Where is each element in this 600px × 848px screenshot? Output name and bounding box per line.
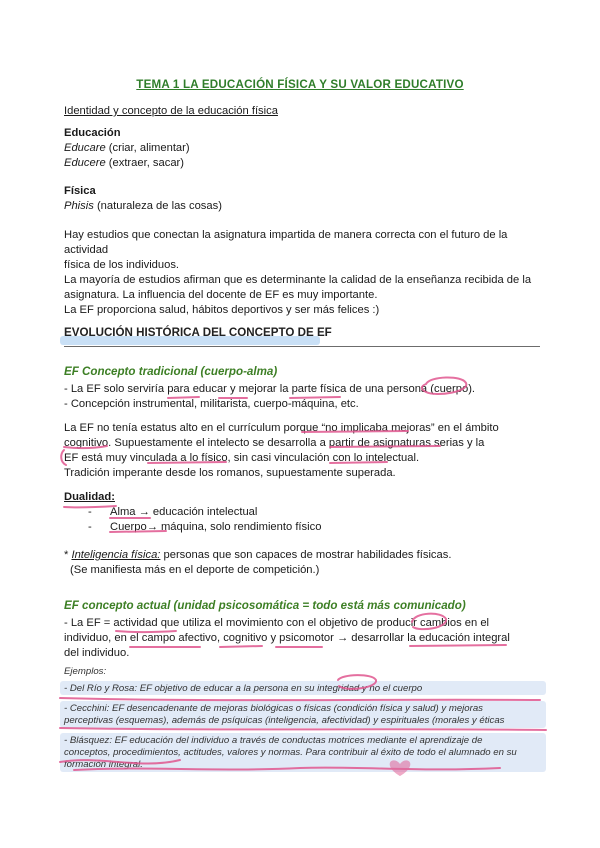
fisica-heading: Física [64, 185, 96, 197]
actual-line: individuo, en el campo afectivo, cognitivo y psicomotor → desarrollar la educación integral [64, 632, 510, 644]
section-rule [64, 346, 540, 347]
ejemplo-item [64, 703, 544, 727]
nota-block [64, 548, 544, 578]
scribble-ejemplos [60, 698, 540, 700]
intro-line: física de los individuos. [64, 259, 180, 271]
tradicional-block [64, 364, 544, 412]
nota-text: personas que son capaces de mostrar habilidades físicas. [160, 549, 452, 561]
ejemplo-line: - Del Río y Rosa: EF objetivo de educar a la persona en su integridad y no el cuerpo [64, 683, 423, 694]
educacion-block [64, 126, 544, 171]
tradicional-line: La EF no tenía estatus alto en el currículum porque “no implicaba mejoras” en el ámbito [64, 422, 499, 434]
ejemplo-line: conceptos, procedimientos, actitudes, valores y normas. Para contribuir al éxito de todo el alumnado en su [64, 747, 517, 758]
ejemplo-item [64, 735, 544, 771]
phisis-line [64, 199, 544, 214]
subtitle: Identidad y concepto de la educación física [64, 105, 278, 117]
actual-line: del individuo. [64, 647, 130, 659]
actual-line: - La EF = actividad que utiliza el movimiento con el objetivo de producir cambios en el [64, 617, 490, 629]
ejemplos-label: Ejemplos: [64, 666, 107, 677]
educare-meaning: (criar, alimentar) [105, 142, 190, 154]
ejemplo-line: formación integral. [64, 759, 143, 770]
dualidad-item-text: Cuerpo→ máquina, solo rendimiento físico [110, 521, 322, 533]
intro-line: asignatura. La influencia del docente de EF es muy importante. [64, 289, 378, 301]
intro-paragraph [64, 228, 544, 318]
dualidad-item-text: Alma → educación intelectual [110, 506, 258, 518]
educere-meaning: (extraer, sacar) [105, 157, 185, 169]
educere-term: Educere [64, 157, 106, 169]
evolucion-heading: EVOLUCIÓN HISTÓRICA DEL CONCEPTO DE EF [64, 326, 332, 339]
dualidad-dash: - [88, 506, 92, 518]
phisis-term: Phisis [64, 200, 94, 212]
actual-block [64, 598, 544, 661]
dualidad-heading: Dualidad: [64, 491, 115, 503]
page-title: TEMA 1 LA EDUCACIÓN FÍSICA Y SU VALOR EDUCATIVO [136, 78, 464, 91]
tradicional-line: EF está muy vinculada a lo físico, sin casi vinculación con lo intelectual. [64, 452, 420, 464]
scribble-ejemplos-2 [60, 728, 546, 730]
dualidad-item [64, 505, 544, 520]
phisis-meaning: (naturaleza de las cosas) [93, 200, 222, 212]
intro-line: La EF proporciona salud, hábitos deportivos y ser más felices :) [64, 304, 380, 316]
ejemplo-line: - Cecchini: EF desencadenante de mejoras biológicas o físicas (condición física y salud) y mejoras [64, 703, 483, 714]
dualidad-item [64, 520, 544, 535]
tradicional-bullet: - La EF solo serviría para educar y mejorar la parte física de una persona (cuerpo). [64, 383, 476, 395]
educacion-heading: Educación [64, 127, 121, 139]
ejemplo-line: - Blásquez: EF educación del individuo a través de conductas motrices mediante el aprendizaje de [64, 735, 483, 746]
subtitle-block [64, 104, 544, 119]
tradicional-line: cognitivo. Supuestamente el intelecto se desarrolla a partir de asignaturas serias y la [64, 437, 485, 449]
ejemplo-line: perceptivas (esquemas), además de psíquicas (inteligencia, afectividad) y espirituales (morales y éticas [64, 715, 505, 726]
tradicional-line: Tradición imperante desde los romanos, supuestamente superada. [64, 467, 396, 479]
intro-line: Hay estudios que conectan la asignatura impartida de manera correcta con el futuro de la actividad [64, 229, 508, 256]
dualidad-dash: - [88, 521, 92, 533]
educere-line [64, 156, 544, 171]
tradicional-bullet: - Concepción instrumental, militarista, cuerpo-máquina, etc. [64, 398, 359, 410]
tradicional-paragraph [64, 421, 544, 481]
educare-line [64, 141, 544, 156]
nota-term: Inteligencia física: [71, 549, 161, 561]
dualidad-block [64, 490, 544, 535]
actual-heading: EF concepto actual (unidad psicosomática = todo está más comunicado) [64, 599, 466, 612]
educare-term: Educare [64, 142, 106, 154]
nota-star: * [64, 549, 72, 561]
ejemplos-label-block [64, 666, 544, 678]
nota-line [64, 548, 544, 563]
fisica-block [64, 184, 544, 214]
nota-line2: (Se manifiesta más en el deporte de competición.) [70, 564, 320, 576]
ejemplo-item [64, 683, 544, 695]
tradicional-heading: EF Concepto tradicional (cuerpo-alma) [64, 365, 278, 378]
evolucion-heading-block [64, 325, 544, 340]
intro-line: La mayoría de estudios afirman que es determinante la calidad de la enseñanza recibida de la [64, 274, 532, 286]
